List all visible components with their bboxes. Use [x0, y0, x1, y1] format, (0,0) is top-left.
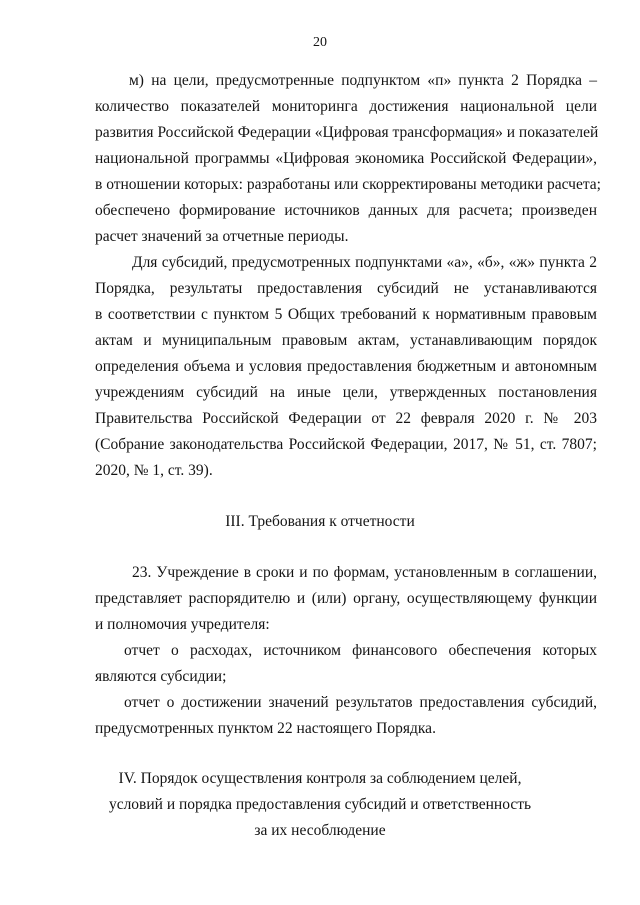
text-line: определения объема и условия предоставления бюджетным и автономным: [95, 358, 597, 375]
section-heading-3: III. Требования к отчетности: [225, 513, 415, 530]
text-line: в отношении которых: разработаны или скорректированы методики расчета;: [95, 176, 601, 193]
text-line: национальной программы «Цифровая экономика Российской Федерации»,: [95, 150, 597, 167]
text-line: развития Российской Федерации «Цифровая трансформация» и показателей: [95, 124, 599, 141]
heading-line: за их несоблюдение: [254, 822, 386, 839]
text-line: отчет о достижении значений результатов предоставления субсидий,: [124, 694, 597, 711]
text-line: 23. Учреждение в сроки и по формам, установленным в соглашении,: [132, 564, 597, 581]
text-line: обеспечено формирование источников данных для расчета; произведен: [95, 202, 597, 219]
text-line: Порядка, результаты предоставления субсидий не устанавливаются: [95, 280, 597, 297]
heading-line: IV. Порядок осуществления контроля за соблюдением целей,: [118, 770, 522, 787]
text-line: учреждениям субсидий на иные цели, утвержденных постановления: [95, 384, 597, 401]
text-line: являются субсидии;: [95, 668, 227, 685]
text-line: м) на цели, предусмотренные подпунктом «п» пункта 2 Порядка –: [129, 72, 597, 89]
text-line: актам и муниципальным правовым актам, устанавливающим порядок: [95, 332, 597, 349]
text-line: (Собрание законодательства Российской Федерации, 2017, № 51, ст. 7807;: [95, 436, 597, 453]
text-line: отчет о расходах, источником финансового обеспечения которых: [124, 642, 597, 659]
text-line: и полномочия учредителя:: [95, 616, 270, 633]
text-line: предусмотренных пунктом 22 настоящего Порядка.: [95, 720, 436, 737]
heading-line: условий и порядка предоставления субсидий и ответственность: [108, 796, 532, 813]
text-line: в соответствии с пунктом 5 Общих требований к нормативным правовым: [95, 306, 597, 323]
text-line: Правительства Российской Федерации от 22 февраля 2020 г. № 203: [95, 410, 597, 427]
page-number: 20: [313, 35, 327, 50]
text-line: Для субсидий, предусмотренных подпунктами «а», «б», «ж» пункта 2: [132, 254, 597, 271]
text-line: количество показателей мониторинга достижения национальной цели: [95, 98, 597, 115]
text-line: расчет значений за отчетные периоды.: [95, 228, 349, 245]
text-line: представляет распорядителю и (или) органу, осуществляющему функции: [95, 590, 597, 607]
text-line: 2020, № 1, ст. 39).: [95, 462, 213, 479]
